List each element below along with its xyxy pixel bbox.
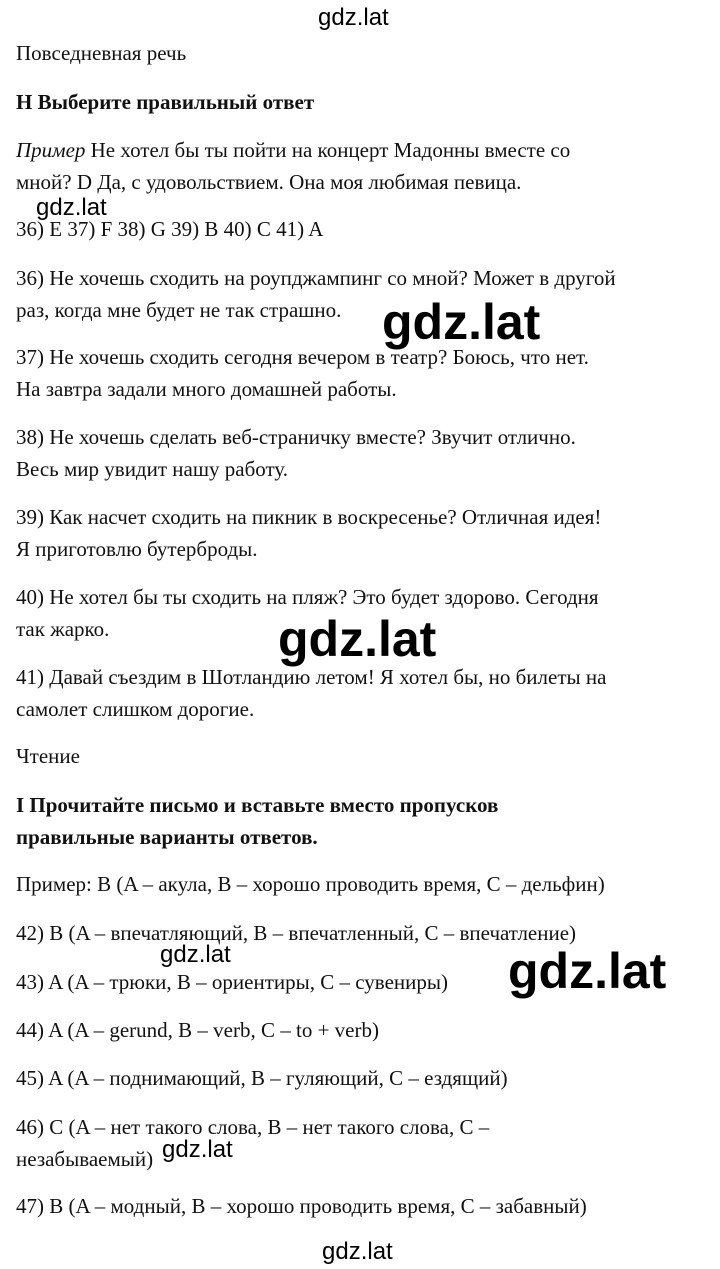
watermark: gdz.lat (508, 943, 667, 999)
section-heading-speech: Повседневная речь (16, 41, 187, 65)
answer-43: 43) A (A – трюки, B – ориентиры, C – сувениры) (16, 970, 448, 994)
watermark: gdz.lat (318, 4, 389, 31)
answer-47: 47) B (A – модный, B – хорошо проводить время, C – забавный) (16, 1194, 587, 1218)
answer-44: 44) A (A – gerund, B – verb, C – to + verb) (16, 1018, 379, 1042)
item-39-line-1: 39) Как насчет сходить на пикник в воскресенье? Отличная идея! (16, 505, 602, 529)
item-39-line-2: Я приготовлю бутерброды. (16, 537, 258, 561)
answers-line: 36) E 37) F 38) G 39) B 40) C 41) A (16, 217, 324, 241)
item-38-line-1: 38) Не хочешь сделать веб-страничку вместе? Звучит отлично. (16, 425, 576, 449)
item-36-line-2: раз, когда мне будет не так страшно. (16, 298, 342, 322)
watermark: gdz.lat (160, 941, 231, 968)
watermark: gdz.lat (278, 611, 437, 667)
item-37-line-2: На завтра задали много домашней работы. (16, 377, 397, 401)
task-i-title-line-2: правильные варианты ответов. (16, 825, 318, 849)
section-heading-reading: Чтение (16, 744, 80, 768)
watermark: gdz.lat (36, 194, 107, 221)
item-36-line-1: 36) Не хочешь сходить на роупджампинг со мной? Может в другой (16, 266, 616, 290)
item-40-line-1: 40) Не хотел бы ты сходить на пляж? Это будет здорово. Сегодня (16, 585, 599, 609)
item-40-line-2: так жарко. (16, 617, 110, 641)
reading-example: Пример: B (A – акула, B – хорошо проводить время, C – дельфин) (16, 872, 605, 896)
example-line (16, 134, 570, 166)
item-37-line-1: 37) Не хочешь сходить сегодня вечером в театр? Боюсь, что нет. (16, 345, 589, 369)
task-h-title: H Выберите правильный ответ (16, 90, 315, 114)
example-label: Пример (16, 138, 86, 162)
item-41-line-1: 41) Давай съездим в Шотландию летом! Я хотел бы, но билеты на (16, 665, 607, 689)
example-text: Не хотел бы ты пойти на концерт Мадонны вместе со (85, 138, 571, 162)
watermark: gdz.lat (162, 1136, 233, 1163)
answer-42: 42) B (A – впечатляющий, B – впечатленный, C – впечатление) (16, 921, 577, 945)
example-line: мной? D Да, с удовольствием. Она моя любимая певица. (16, 170, 522, 194)
item-41-line-2: самолет слишком дорогие. (16, 697, 255, 721)
watermark: gdz.lat (322, 1238, 393, 1265)
answer-46-line-1: 46) C (A – нет такого слова, B – нет такого слова, C – (16, 1115, 490, 1139)
task-i-title-line-1: I Прочитайте письмо и вставьте вместо пропусков (16, 793, 499, 817)
answer-46-line-2: незабываемый) (16, 1147, 154, 1171)
watermark: gdz.lat (382, 294, 541, 350)
answer-45: 45) A (A – поднимающий, B – гуляющий, C – ездящий) (16, 1066, 508, 1090)
item-38-line-2: Весь мир увидит нашу работу. (16, 457, 289, 481)
